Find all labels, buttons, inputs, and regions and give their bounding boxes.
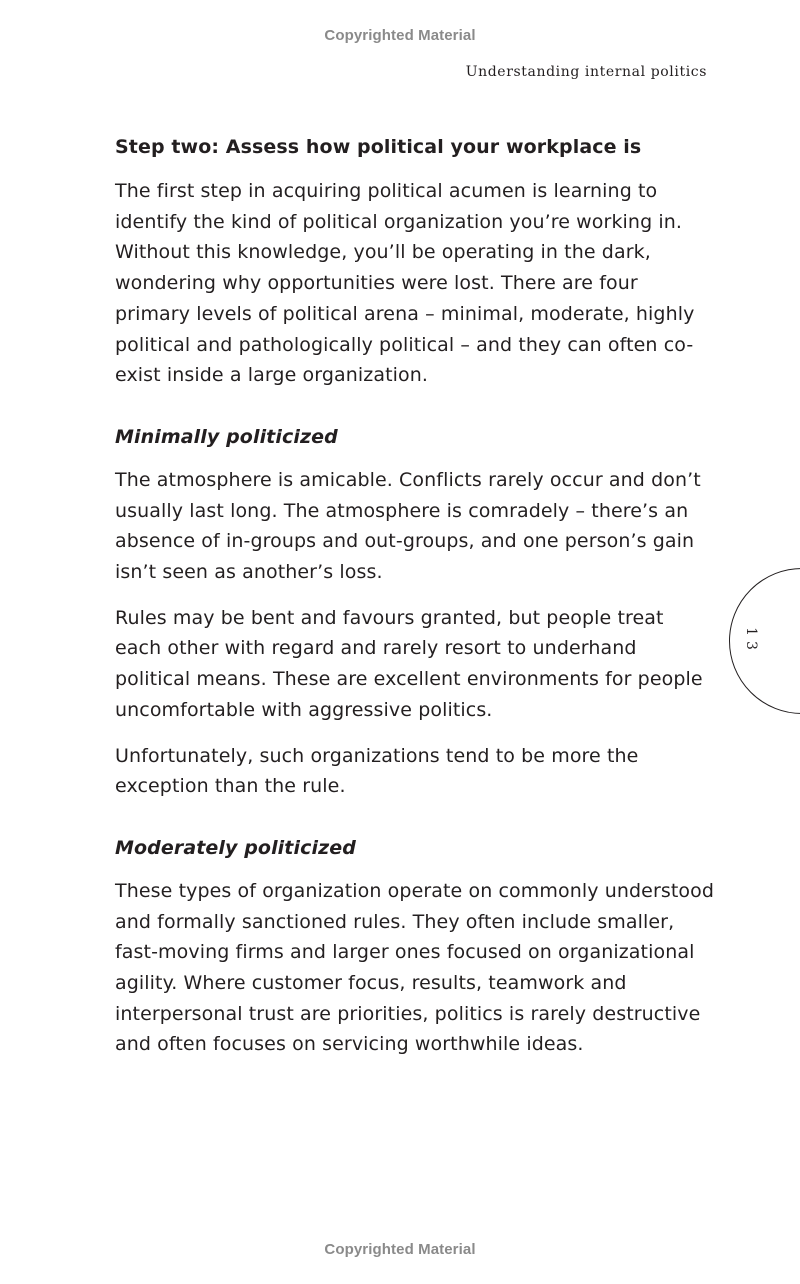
section-heading: Step two: Assess how political your workplace is [115, 136, 642, 158]
page-number: 13 [743, 627, 759, 655]
page-content [115, 133, 715, 1075]
subheading-moderately-politicized: Moderately politicized [115, 836, 356, 859]
copyright-watermark-top: Copyrighted Material [324, 27, 476, 44]
paragraph: Rules may be bent and favours granted, but people treat each other with regard and rarely resort to underhand political means. These are excellent environments for people uncomfortable with aggressive politics. [115, 606, 703, 721]
paragraph: The atmosphere is amicable. Conflicts rarely occur and don’t usually last long. The atmosphere is comradely – there’s an absence of in-groups and out-groups, and one person’s gain isn’t seen as another’s loss. [115, 468, 701, 584]
subheading-minimally-politicized: Minimally politicized [115, 425, 338, 448]
running-head: Understanding internal politics [465, 64, 707, 80]
paragraph: These types of organization operate on commonly understood and formally sanctioned rules. They often include smaller, fast-moving firms and larger ones focused on organizational agility. Where customer focus, results, teamwork and interpersonal trust are priorities, politics is rarely destructive and often focuses on servicing worthwhile ideas. [115, 879, 715, 1056]
paragraph: Unfortunately, such organizations tend to be more the exception than the rule. [115, 744, 639, 798]
copyright-watermark-bottom: Copyrighted Material [324, 1241, 476, 1258]
page-number-tab [729, 568, 800, 714]
intro-paragraph: The first step in acquiring political acumen is learning to identify the kind of political organization you’re working in. Without this knowledge, you’ll be operating in the dark, wondering why opportunities were lost. There are four primary levels of political arena – minimal, moderate, highly political and pathologically political – and they can often co-exist inside a large organization. [115, 180, 695, 387]
